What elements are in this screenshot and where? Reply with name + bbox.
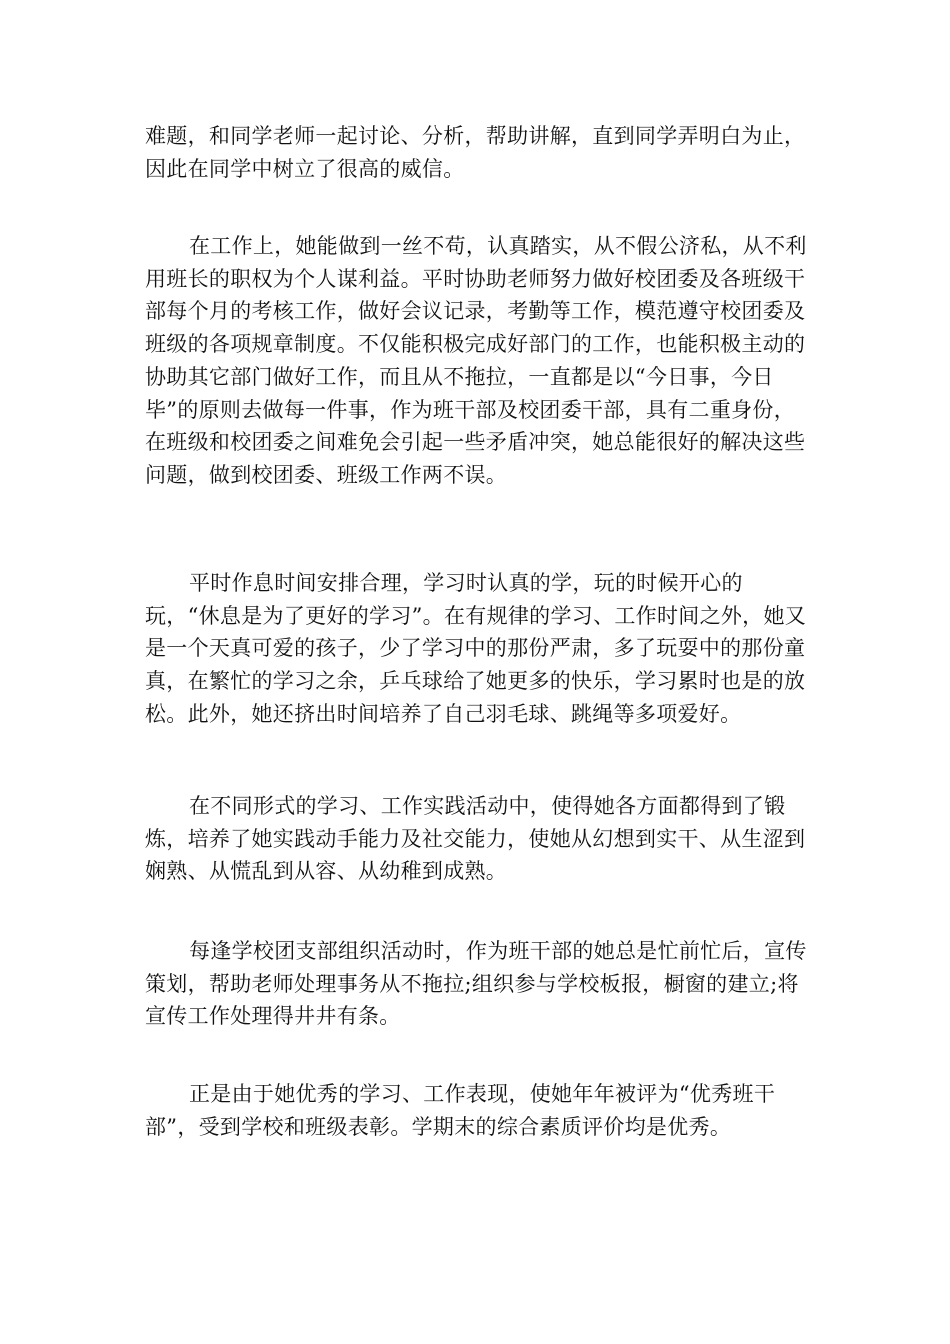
- paragraph-rest: 平时作息时间安排合理，学习时认真的学，玩的时候开心的玩，“休息是为了更好的学习”。在有规律的学习、工作时间之外，她又是一个天真可爱的孩子，少了学习中的那份严肃，多了玩耍中的那份童真，在繁忙的学习之余，乒乓球给了她更多的快乐，学习累时也是的放松。此外，她还挤出时间培养了自己羽毛球、跳绳等多项爱好。: [145, 571, 807, 726]
- paragraph-work: 在工作上，她能做到一丝不苟，认真踏实，从不假公济私，从不利用班长的职权为个人谋利益。平时协助老师努力做好校团委及各班级干部每个月的考核工作，做好会议记录，考勤等工作，模范遵守校团委及班级的各项规章制度。不仅能积极完成好部门的工作，也能积极主动的协助其它部门做好工作，而且从不拖拉，一直都是以“今日事，今日毕”的原则去做每一件事，作为班干部及校团委干部，具有二重身份，在班级和校团委之间难免会引起一些矛盾冲突，她总能很好的解决这些问题，做到校团委、班级工作两不误。: [145, 234, 807, 487]
- paragraph-practice: 在不同形式的学习、工作实践活动中，使得她各方面都得到了锻炼，培养了她实践动手能力及社交能力，使她从幻想到实干、从生涩到娴熟、从慌乱到从容、从幼稚到成熟。: [145, 794, 806, 884]
- paragraph-continuation: 难题，和同学老师一起讨论、分析，帮助讲解，直到同学弄明白为止，因此在同学中树立了很高的威信。: [145, 124, 806, 181]
- paragraph-honors: 正是由于她优秀的学习、工作表现，使她年年被评为“优秀班干部”，受到学校和班级表彰。学期末的综合素质评价均是优秀。: [145, 1082, 776, 1139]
- paragraph-activities: 每逢学校团支部组织活动时，作为班干部的她总是忙前忙后，宣传策划，帮助老师处理事务从不拖拉;组织参与学校板报，橱窗的建立;将宣传工作处理得井井有条。: [145, 939, 807, 1029]
